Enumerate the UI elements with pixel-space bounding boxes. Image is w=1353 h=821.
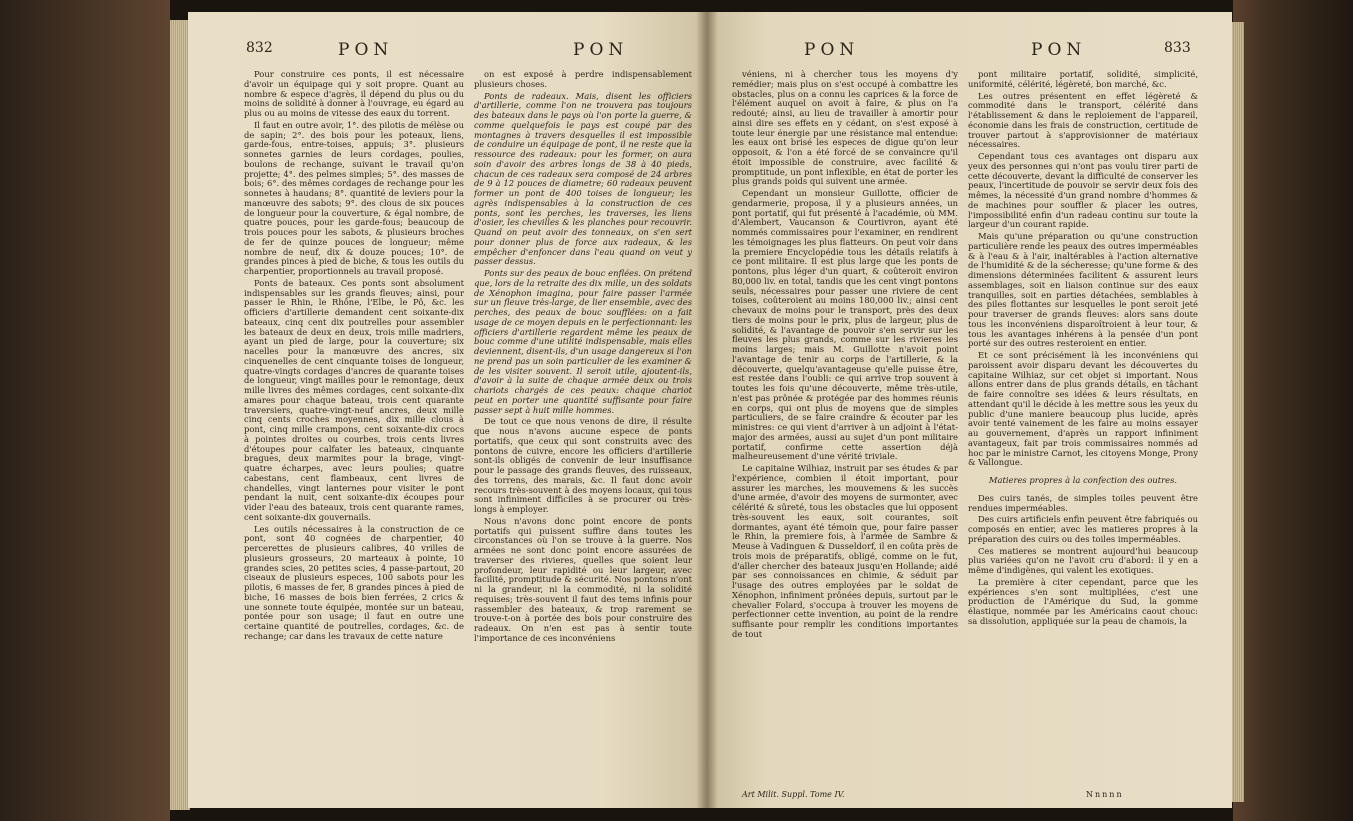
book-gutter	[696, 12, 718, 808]
running-head: PON	[804, 40, 860, 60]
paragraph: Des cuirs tanés, de simples toiles peuvent être rendues imperméables.	[968, 492, 1198, 513]
text-column	[732, 70, 958, 802]
paragraph: pont militaire portatif, solidité, simplicité, uniformité, célérité, légèreté, bon marché, &c.	[968, 70, 1198, 89]
page-number: 833	[1164, 40, 1191, 56]
text-column	[968, 70, 1198, 776]
paragraph: Ponts sur des peaux de bouc enflées. On prétend que, lors de la retraite des dix mille, un des soldats de Xénophon imagina, pour faire passer l'armée sur un fleuve très-large, de lier ensemble, avec des perches, des peaux de bouc soufflées: on a fait usage de ce moyen depuis en le perfectionnant: les officiers d'artillerie regardent même les peaux de bouc comme d'une utilité indispensable, mais elles deviennent, disent-ils, d'un usage dangereux si l'on ne prend pas un soin particulier de les examiner & de les visiter souvent. Il seroit utile, ajoutent-ils, d'avoir à la suite de chaque armée deux ou trois chariots chargés de ces peaux: chaque chariot peut en porter une quantité suffisante pour faire passer sept à huit mille hommes.	[474, 268, 692, 415]
paragraph: Ponts de bateaux. Ces ponts sont absolument indispensables sur les grands fleuves; ainsi, pour passer le Rhin, le Rhône, l'Elbe, le Pô, &c. les officiers d'artillerie demandent cent soixante-dix bateaux, cinq cent dix poutrelles pour assembler les bateaux de deux en deux, trois mille madriers, ayant un pied de large, pour la couverture; six nacelles pour la manœuvre des ancres, six cinquenelles de cent cinquante toises de longueur, quatre-vingts cordages d'ancres de quarante toises de longueur, vingt mailles pour le remontage, deux mille livres des mêmes cordages, cent soixante-dix amares pour chaque bateau, trois cent quarante traversiers, quatre-vingt-neuf ancres, deux mille cinq cents croches moyennes, dix mille clous à pont, cinq mille crampons, cent soixante-dix crocs à pointes droites ou courbes, trois cents livres d'étoupes pour calfater les bateaux, cinquante bragues, deux marmites pour la brage, vingt-quatre écharpes, avec leurs poulies; quatre cabestans, cent flambeaux, cent livres de chandelles, vingt lanternes pour visiter le pont pendant la nuit, cent soixante-dix écoupes pour vider l'eau des bateaux, trois cent quarante rames, cent soixante-dix gouvernails.	[244, 277, 464, 522]
paragraph: Et ce sont précisément là les inconvéniens qui paroissent avoir disparu devant les découvertes du capitaine Wilhiaz, sur cet objet si important. Nous allons entrer dans de plus grands détails, en tâchant de faire connoître ses idées & leurs résultats, en attendant qu'il le décide à les mettre sous les yeux du public d'une maniere beaucoup plus lucide, après avoir tenté vainement de les faire au moins essayer au gouvernement, d'après un rapport infiniment avantageux, fait par trois commissaires nommés ad hoc par le ministre Carnot, les citoyens Monge, Prony & Vallongue.	[968, 350, 1198, 468]
paragraph: Cependant tous ces avantages ont disparu aux yeux des personnes qui n'ont pas voulu tirer parti de cette découverte, devant la difficulté de conserver les peaux, l'incertitude de pouvoir se servir deux fois des mêmes, la nécessité d'un grand nombre d'hommes & de machines pour souffler & placer les outres, l'impossibilité enfin d'un radeau continu sur toute la largeur d'un courant rapide.	[968, 151, 1198, 230]
paragraph: Des cuirs artificiels enfin peuvent être fabriqués ou composés en entier, avec les matieres propres à la préparation des cuirs ou des toiles imperméables.	[968, 514, 1198, 544]
book-cover-left	[0, 0, 170, 821]
paragraph: Ces matieres se montrent aujourd'hui beaucoup plus variées qu'on ne l'avoit cru d'abord: il y en a même d'indigènes, qui valent les exotiques.	[968, 545, 1198, 575]
signature-mark: Art Milit. Suppl. Tome IV.	[742, 790, 845, 799]
book-cover-right	[1233, 0, 1353, 821]
paragraph: Ponts de radeaux. Mais, disent les officiers d'artillerie, comme l'on ne trouvera pas toujours des bateaux dans le pays où l'on porte la guerre, & comme quelquefois le pays est coupé par des montagnes à travers desquelles il est impossible de conduire un équipage de pont, il ne reste que la ressource des radeaux: pour les former, on aura soin d'avoir des arbres longs de 38 à 40 pieds, chacun de ces radeaux sera composé de 24 arbres de 9 à 12 pouces de diametre; 60 radeaux peuvent former un pont de 400 toises de longueur; les agrès indispensables à la construction de ces ponts, sont les perches, les traverses, les liens d'osier, les chevilles & les planches pour recouvrir. Quand on peut avoir des tonneaux, on s'en sert pour donner plus de force aux radeaux, & les empêcher d'enfoncer dans l'eau quand on veut y passer dessus.	[474, 90, 692, 267]
running-head: PON	[338, 40, 394, 60]
running-head: PON	[1031, 40, 1087, 60]
page-number: 832	[246, 40, 273, 56]
paragraph: La première à citer cependant, parce que les expériences s'en sont multipliées, c'est une production de l'Amérique du Sud, la gomme élastique, nommée par les Américains caout chouc: sa dissolution, appliquée sur la peau de chamois, la	[968, 576, 1198, 626]
right-page	[706, 12, 1232, 808]
paragraph: De tout ce que nous venons de dire, il résulte que nous n'avons aucune espece de ponts portatifs, que ceux qui sont construits avec des pontons de cuivre, encore les officiers d'artillerie sont-ils obligés de convenir de leur insuffisance pour le passage des grands fleuves, des ruisseaux, des torrens, des marais, &c. Il faut donc avoir recours très-souvent à des moyens locaux, qui tous sont infiniment difficiles à se procurer ou très-longs à employer.	[474, 416, 692, 514]
catchword: Nnnnn	[1086, 790, 1124, 799]
paragraph: Pour construire ces ponts, il est nécessaire d'avoir un équipage qui y soit propre. Quant au nombre & espece d'agrès, il dépend du plus ou du moins de solidité à donner à l'ouvrage, eu égard au plus ou au moins de vitesse des eaux du torrent.	[244, 70, 464, 118]
running-head: PON	[573, 40, 629, 60]
paragraph: Le capitaine Wilhiaz, instruit par ses études & par l'expérience, combien il étoit important, pour assurer les marches, les mouvemens & les succès d'une armée, d'avoir des moyens de surmonter, avec célérité & sûreté, tous les obstacles que lui opposent très-souvent les eaux, soit courantes, soit dormantes, ayant été témoin que, pour faire passer le Rhin, la premiere fois, à l'armée de Sambre & Meuse à Vadinguen & Dusseldorf, il en coûta près de trois mois de préparatifs, obligé, comme on le fut, d'aller chercher des bateaux jusqu'en Hollande; aidé par ses connoissances en chimie, & séduit par l'usage des outres employées par le soldat de Xénophon, infiniment prônées depuis, surtout par le chevalier Folard, s'occupa à trouver les moyens de perfectionner cette invention, au point de la rendre suffisante pour remplir les conditions importantes de tout	[732, 463, 958, 639]
paragraph: Nous n'avons donc point encore de ponts portatifs qui puissent suffire dans toutes les circonstances où l'on se trouve à la guerre. Nos armées ne sont donc point encore assurées de traverser des rivieres, quelles que soient leur profondeur, leur rapidité ou leur largeur, avec facilité, promptitude & sécurité. Nos pontons n'ont ni la grandeur, ni la commodité, ni la solidité requises; très-souvent il faut des tems infinis pour rassembler des bateaux, & trop rarement se trouve-t-on à portée des bois pour construire des radeaux. On n'en est pas à sentir toute l'importance de ces inconvéniens	[474, 515, 692, 643]
section-title: Matieres propres à la confection des outres.	[988, 475, 1178, 485]
paragraph: Cependant un monsieur Guillotte, officier de gendarmerie, proposa, il y a plusieurs années, un pont portatif, qui fut présenté à l'académie, où MM. d'Alembert, Vaucanson & Courtivron, ayant été nommés commissaires pour l'examiner, en rendirent les témoignages les plus flatteurs. On peut voir dans la premiere Encyclopédie tous les détails relatifs à ce pont militaire. Il est plus large que les ponts de pontons, plus léger d'un quart, & coûteroit environ 80,000 liv. en total, tandis que les cent vingt pontons seuls, nécessaires pour passer une riviere de cent toises, coûteroient au moins 180,000 liv.; ainsi cent chevaux de moins pour le transport, près des deux tiers de moins pour le prix, plus de largeur, plus de solidité, & l'avantage de pouvoir s'en servir sur les fleuves les plus grands, comme sur les rivieres les moins larges; mais M. Guillotte n'avoit point l'avantage de tenir au corps de l'artillerie, & la découverte, quelqu'avantageuse qu'elle puisse être, est restée dans l'oubli: ce qui arrive trop souvent à toutes les fois qu'une découverte, même très-utile, n'est pas prônée & protégée par des hommes réunis en corps, qui ont plus de moyens que de simples particuliers, de se faire craindre & écouter par les ministres: ce qui vient d'arriver à un adjoint à l'état-major des armées, aussi au sujet d'un pont militaire portatif, confirme cette assertion déjà malheureusement d'une vérité triviale.	[732, 188, 958, 462]
paragraph: Mais qu'une préparation ou qu'une construction particulière rende les peaux des outres imperméables & à l'eau & à l'air, inaltérables à l'action alternative de l'humidité & de la sécheresse; qu'une forme & des dimensions déterminées facilitent & assurent leurs assemblages, soit en liaison continue sur des eaux tranquilles, soit en parties détachées, semblables à des piles flottantes sur lesquelles le pont seroit jeté pour traverser de grands fleuves: alors sans doute tous les inconvéniens disparoîtroient à leur tour, & tous les avantages inhérens à la pensée d'un pont porté sur des outres resteroient en entier.	[968, 231, 1198, 349]
paragraph: Il faut en outre avoir, 1°. des pilotis de mélèse ou de sapin; 2°. des bois pour les poteaux, liens, garde-fous, entre-toises, appuis; 3°. plusieurs sonnetes garnies de leurs cordages, poulies, boulons de rechange, suivant le travail qu'on projette; 4°. des pelmes simples; 5°. des masses de bois; 6°. des mêmes cordages de rechange pour les sonnetes à haudans; 8°. quantité de leviers pour la manœuvre des sabots; 9°. des clous de six pouces de longueur pour la couverture, & égal nombre, de quatre pouces, pour les garde-fous; beaucoup de trois pouces pour les sabots, & plusieurs broches de fer de quinze pouces de longueur; même nombre de neuf, dix & douze pouces; 10°. de grandes pinces à pied de biche, & tous les outils du charpentier, proportionnels au travail proposé.	[244, 119, 464, 276]
paragraph: véniens, ni à chercher tous les moyens d'y remédier; mais plus on s'est occupé à combattre les obstacles, plus on a connu les caprices & la force de l'élément auquel on avoit à faire, & plus on l'a redouté; ainsi, au lieu de travailler à amortir pour ainsi dire ses effets en y cédant, on s'est exposé à toute leur énergie par une résistance mal entendue: les eaux ont brisé les especes de digue qu'on leur opposoit, & l'on a été forcé de se convaincre qu'il étoit impossible de construire, avec facilité & promptitude, un pont inflexible, en état de porter les plus grands poids qui suivent une armée.	[732, 70, 958, 187]
right-page-header	[706, 40, 1232, 64]
page-edges-right	[1230, 22, 1244, 802]
paragraph: Les outils nécessaires à la construction de ce pont, sont 40 cognées de charpentier, 40 percerettes de plusieurs calibres, 40 vrilles de plusieurs grosseurs, 20 marteaux à pointe, 10 grandes scies, 20 petites scies, 4 passe-partout, 20 ciseaux de plusieurs especes, 100 sabots pour les pilotis, 6 masses de fer, 8 grandes pinces à pied de biche, 16 masses de bois bien ferrées, 2 crics & une sonnete toute équipée, montée sur un bateau, pontée pour son usage; il faut en outre une certaine quantité de poutrelles, cordages, &c. de rechange; car dans les travaux de cette nature	[244, 523, 464, 641]
left-page	[188, 12, 706, 808]
paragraph: on est exposé à perdre indispensablement plusieurs choses.	[474, 70, 692, 89]
page-edges-left	[170, 20, 190, 810]
left-page-header	[188, 40, 706, 64]
text-column	[244, 70, 464, 800]
text-column	[474, 70, 692, 800]
paragraph: Les outres présentent en effet légèreté & commodité dans le transport, célérité dans l'établissement & dans le reploiement de l'appareil, économie dans les frais de construction, certitude de trouver partout à s'approvisionner de matériaux nécessaires.	[968, 90, 1198, 150]
